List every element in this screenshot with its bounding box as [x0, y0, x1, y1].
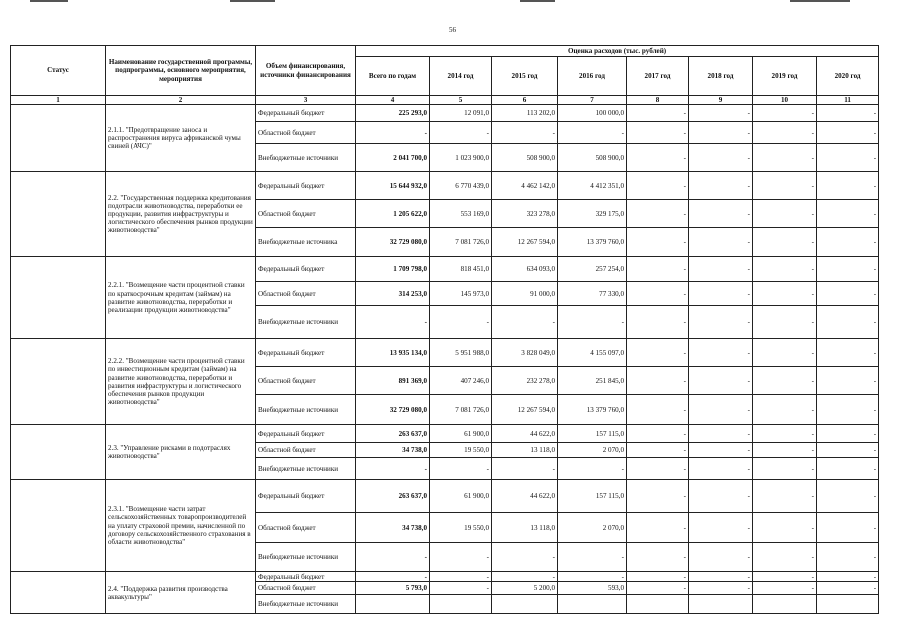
year-value-cell: -	[753, 443, 817, 458]
status-cell	[11, 172, 106, 257]
funding-source-cell: Федеральный бюджет	[256, 105, 356, 122]
year-value-cell: -	[430, 458, 492, 480]
funding-source-cell: Областной бюджет	[256, 443, 356, 458]
page-number: 56	[449, 26, 456, 34]
funding-source-cell: Федеральный бюджет	[256, 480, 356, 513]
total-cell: 15 644 932,0	[356, 172, 430, 200]
program-name-cell: 2.3. "Управление рисками в подотраслях животноводства"	[106, 425, 256, 480]
year-value-cell: 3 828 049,0	[492, 339, 558, 367]
year-value-cell: -	[817, 339, 879, 367]
total-cell: 314 253,0	[356, 282, 430, 306]
funding-source-cell: Федеральный бюджет	[256, 425, 356, 443]
year-value-cell: -	[627, 367, 689, 395]
column-number: 9	[689, 96, 753, 105]
funding-source-cell: Федеральный бюджет	[256, 172, 356, 200]
year-value-cell: -	[817, 105, 879, 122]
year-value-cell: -	[689, 513, 753, 543]
year-value-cell: 2 070,0	[558, 443, 627, 458]
header-year-2019: 2019 год	[753, 57, 817, 96]
program-name-cell: 2.2. "Государственная поддержка кредитования подотрасли животноводства, переработки ее продукции, развития инфраструктуры и логистического обеспечения рынков продукции животноводства"	[106, 172, 256, 257]
status-cell	[11, 105, 106, 172]
total-cell: 5 793,0	[356, 582, 430, 595]
year-value-cell: 7 081 726,0	[430, 395, 492, 425]
funding-source-cell: Федеральный бюджет	[256, 339, 356, 367]
year-value-cell: -	[430, 122, 492, 144]
year-value-cell: -	[753, 367, 817, 395]
total-cell: -	[356, 572, 430, 582]
year-value-cell: -	[627, 306, 689, 339]
funding-source-cell: Внебюджетные источники	[256, 543, 356, 572]
year-value-cell: -	[817, 458, 879, 480]
table-body	[11, 105, 879, 614]
program-name-cell: 2.3.1. "Возмещение части затрат сельскохозяйственных товаропроизводителей на уплату страховой премии, начисленной по договору сельскохозяйственного страхования в области животноводства"	[106, 480, 256, 572]
year-value-cell: -	[753, 513, 817, 543]
header-year-2016: 2016 год	[558, 57, 627, 96]
table-row	[11, 572, 879, 582]
table-row	[11, 425, 879, 443]
status-cell	[11, 480, 106, 572]
year-value-cell: -	[817, 572, 879, 582]
year-value-cell: -	[817, 122, 879, 144]
total-cell: 225 293,0	[356, 105, 430, 122]
year-value-cell: -	[817, 172, 879, 200]
year-value-cell: -	[753, 395, 817, 425]
column-number: 8	[627, 96, 689, 105]
year-value-cell: -	[627, 513, 689, 543]
funding-source-cell: Внебюджетные источники	[256, 306, 356, 339]
year-value-cell: 323 278,0	[492, 200, 558, 228]
year-value-cell: -	[817, 306, 879, 339]
year-value-cell: -	[627, 543, 689, 572]
column-number: 2	[106, 96, 256, 105]
year-value-cell: -	[627, 144, 689, 172]
funding-source-cell: Внебюджетные источники	[256, 458, 356, 480]
program-name-cell: 2.4. "Поддержка развития производства аквакультуры"	[106, 572, 256, 614]
year-value-cell	[817, 595, 879, 614]
column-number: 10	[753, 96, 817, 105]
year-value-cell: -	[492, 458, 558, 480]
year-value-cell: -	[627, 122, 689, 144]
column-number: 3	[256, 96, 356, 105]
year-value-cell: 12 091,0	[430, 105, 492, 122]
year-value-cell: 634 093,0	[492, 257, 558, 282]
year-value-cell: 19 550,0	[430, 443, 492, 458]
year-value-cell: -	[689, 480, 753, 513]
year-value-cell: -	[817, 425, 879, 443]
funding-source-cell: Федеральный бюджет	[256, 257, 356, 282]
total-cell: 1 709 798,0	[356, 257, 430, 282]
year-value-cell: -	[689, 257, 753, 282]
year-value-cell: 77 330,0	[558, 282, 627, 306]
table-row	[11, 339, 879, 367]
year-value-cell: -	[817, 282, 879, 306]
funding-source-cell: Областной бюджет	[256, 367, 356, 395]
year-value-cell: -	[817, 582, 879, 595]
year-value-cell: 100 000,0	[558, 105, 627, 122]
year-value-cell: -	[627, 458, 689, 480]
year-value-cell: 13 118,0	[492, 513, 558, 543]
year-value-cell: -	[689, 367, 753, 395]
column-number: 1	[11, 96, 106, 105]
year-value-cell: -	[753, 228, 817, 257]
year-value-cell: 4 462 142,0	[492, 172, 558, 200]
total-cell: 891 369,0	[356, 367, 430, 395]
header-status: Статус	[11, 46, 106, 96]
year-value-cell: 1 023 900,0	[430, 144, 492, 172]
status-cell	[11, 425, 106, 480]
year-value-cell: -	[558, 543, 627, 572]
total-cell: 2 041 700,0	[356, 144, 430, 172]
funding-source-cell: Внебюджетные источники	[256, 595, 356, 614]
year-value-cell: 508 900,0	[558, 144, 627, 172]
year-value-cell: -	[627, 572, 689, 582]
year-value-cell: -	[817, 228, 879, 257]
year-value-cell: -	[817, 200, 879, 228]
year-value-cell: 2 070,0	[558, 513, 627, 543]
year-value-cell: -	[689, 339, 753, 367]
total-cell: 1 205 622,0	[356, 200, 430, 228]
year-value-cell: -	[627, 443, 689, 458]
year-value-cell: -	[689, 395, 753, 425]
year-value-cell: -	[817, 144, 879, 172]
year-value-cell	[430, 595, 492, 614]
year-value-cell: -	[753, 572, 817, 582]
year-value-cell: 113 202,0	[492, 105, 558, 122]
year-value-cell: 251 845,0	[558, 367, 627, 395]
year-value-cell: 145 973,0	[430, 282, 492, 306]
year-value-cell	[558, 595, 627, 614]
year-value-cell: 593,0	[558, 582, 627, 595]
year-value-cell: -	[689, 425, 753, 443]
year-value-cell: -	[753, 282, 817, 306]
year-value-cell: -	[689, 443, 753, 458]
year-value-cell: -	[689, 144, 753, 172]
funding-source-cell: Областной бюджет	[256, 122, 356, 144]
year-value-cell: 5 951 988,0	[430, 339, 492, 367]
year-value-cell: -	[558, 122, 627, 144]
year-value-cell: -	[430, 572, 492, 582]
year-value-cell: 5 200,0	[492, 582, 558, 595]
year-value-cell: -	[753, 543, 817, 572]
year-value-cell: 4 412 351,0	[558, 172, 627, 200]
year-value-cell: -	[817, 257, 879, 282]
table-row	[11, 105, 879, 122]
year-value-cell: -	[817, 395, 879, 425]
status-cell	[11, 257, 106, 339]
year-value-cell: 508 900,0	[492, 144, 558, 172]
year-value-cell: -	[817, 513, 879, 543]
year-value-cell: -	[689, 282, 753, 306]
year-value-cell: 257 254,0	[558, 257, 627, 282]
year-value-cell: -	[558, 572, 627, 582]
year-value-cell: -	[627, 582, 689, 595]
year-value-cell: -	[492, 122, 558, 144]
year-value-cell: -	[689, 172, 753, 200]
year-value-cell: -	[627, 228, 689, 257]
total-cell: -	[356, 543, 430, 572]
total-cell: 32 729 080,0	[356, 228, 430, 257]
total-cell: 13 935 134,0	[356, 339, 430, 367]
year-value-cell: -	[753, 425, 817, 443]
header-year-2015: 2015 год	[492, 57, 558, 96]
status-cell	[11, 572, 106, 614]
year-value-cell: 13 379 760,0	[558, 228, 627, 257]
year-value-cell: -	[627, 257, 689, 282]
year-value-cell: -	[627, 105, 689, 122]
year-value-cell: -	[430, 306, 492, 339]
header-year-2017: 2017 год	[627, 57, 689, 96]
column-number: 5	[430, 96, 492, 105]
total-cell	[356, 595, 430, 614]
column-numbers-row	[11, 96, 879, 105]
year-value-cell: 44 622,0	[492, 425, 558, 443]
scan-top-edge	[0, 0, 905, 3]
year-value-cell: 232 278,0	[492, 367, 558, 395]
funding-source-cell: Внебюджетные источника	[256, 228, 356, 257]
year-value-cell: -	[753, 144, 817, 172]
column-number: 7	[558, 96, 627, 105]
program-name-cell: 2.2.1. "Возмещение части процентной ставки по краткосрочным кредитам (займам) на развитие животноводства, переработки и реализации продукции животноводства"	[106, 257, 256, 339]
year-value-cell: 157 115,0	[558, 425, 627, 443]
year-value-cell: -	[627, 200, 689, 228]
year-value-cell: 44 622,0	[492, 480, 558, 513]
header-program-name: Наименование государственной программы, подпрограммы, основного мероприятия, мероприятия	[106, 46, 256, 96]
year-value-cell	[689, 595, 753, 614]
year-value-cell: -	[627, 282, 689, 306]
funding-source-cell: Внебюджетные источники	[256, 144, 356, 172]
header-funding-volume: Объем финансирования, источники финансирования	[256, 46, 356, 96]
year-value-cell	[627, 595, 689, 614]
year-value-cell: -	[627, 172, 689, 200]
program-name-cell: 2.1.1. "Предотвращение заноса и распространения вируса африканской чумы свиней (АЧС)"	[106, 105, 256, 172]
year-value-cell: -	[627, 395, 689, 425]
year-value-cell: -	[753, 122, 817, 144]
year-value-cell: 329 175,0	[558, 200, 627, 228]
column-number: 6	[492, 96, 558, 105]
year-value-cell: 19 550,0	[430, 513, 492, 543]
year-value-cell: 12 267 594,0	[492, 228, 558, 257]
year-value-cell: -	[753, 582, 817, 595]
year-value-cell: -	[689, 306, 753, 339]
year-value-cell: -	[558, 306, 627, 339]
year-value-cell: 553 169,0	[430, 200, 492, 228]
year-value-cell: -	[689, 105, 753, 122]
total-cell: -	[356, 306, 430, 339]
year-value-cell: 7 081 726,0	[430, 228, 492, 257]
total-cell: -	[356, 458, 430, 480]
year-value-cell	[492, 595, 558, 614]
year-value-cell: -	[753, 105, 817, 122]
year-value-cell: -	[492, 306, 558, 339]
table-row	[11, 480, 879, 513]
year-value-cell: -	[753, 458, 817, 480]
total-cell: 263 637,0	[356, 425, 430, 443]
status-cell	[11, 339, 106, 425]
program-name-cell: 2.2.2. "Возмещение части процентной ставки по инвестиционным кредитам (займам) на развитие животноводства, переработки и развития инфраструктуры и логистического обеспечения рынков продукции животноводства"	[106, 339, 256, 425]
total-cell: -	[356, 122, 430, 144]
year-value-cell: 157 115,0	[558, 480, 627, 513]
year-value-cell: -	[627, 425, 689, 443]
header-estimate: Оценка расходов (тыс. рублей)	[356, 46, 879, 57]
year-value-cell: -	[558, 458, 627, 480]
header-year-2014: 2014 год	[430, 57, 492, 96]
year-value-cell: -	[753, 339, 817, 367]
year-value-cell: -	[817, 480, 879, 513]
year-value-cell: 12 267 594,0	[492, 395, 558, 425]
year-value-cell: 13 379 760,0	[558, 395, 627, 425]
total-cell: 32 729 080,0	[356, 395, 430, 425]
year-value-cell: 407 246,0	[430, 367, 492, 395]
year-value-cell: -	[492, 543, 558, 572]
budget-table	[10, 45, 879, 614]
year-value-cell: -	[430, 582, 492, 595]
total-cell: 34 738,0	[356, 443, 430, 458]
total-cell: 263 637,0	[356, 480, 430, 513]
year-value-cell: -	[627, 339, 689, 367]
header-year-2018: 2018 год	[689, 57, 753, 96]
column-number: 4	[356, 96, 430, 105]
header-year-2020: 2020 год	[817, 57, 879, 96]
year-value-cell: -	[689, 582, 753, 595]
funding-source-cell: Внебюджетные источники	[256, 395, 356, 425]
year-value-cell: -	[689, 200, 753, 228]
year-value-cell: -	[689, 228, 753, 257]
year-value-cell: 4 155 097,0	[558, 339, 627, 367]
year-value-cell: 61 900,0	[430, 425, 492, 443]
funding-source-cell: Областной бюджет	[256, 582, 356, 595]
year-value-cell: 818 451,0	[430, 257, 492, 282]
year-value-cell	[753, 595, 817, 614]
header-total: Всего по годам	[356, 57, 430, 96]
year-value-cell: -	[689, 458, 753, 480]
year-value-cell: -	[689, 122, 753, 144]
year-value-cell: -	[492, 572, 558, 582]
funding-source-cell: Федеральный бюджет	[256, 572, 356, 582]
year-value-cell: -	[753, 200, 817, 228]
year-value-cell: -	[753, 257, 817, 282]
funding-source-cell: Областной бюджет	[256, 513, 356, 543]
table-row	[11, 257, 879, 282]
year-value-cell: -	[430, 543, 492, 572]
year-value-cell: -	[817, 443, 879, 458]
year-value-cell: -	[753, 172, 817, 200]
year-value-cell: -	[689, 572, 753, 582]
year-value-cell: 91 000,0	[492, 282, 558, 306]
year-value-cell: 13 118,0	[492, 443, 558, 458]
year-value-cell: -	[627, 480, 689, 513]
column-number: 11	[817, 96, 879, 105]
year-value-cell: 6 770 439,0	[430, 172, 492, 200]
year-value-cell: -	[817, 543, 879, 572]
funding-source-cell: Областной бюджет	[256, 200, 356, 228]
funding-source-cell: Областной бюджет	[256, 282, 356, 306]
year-value-cell: -	[753, 306, 817, 339]
year-value-cell: -	[753, 480, 817, 513]
year-value-cell: -	[817, 367, 879, 395]
table-header	[11, 46, 879, 105]
total-cell: 34 738,0	[356, 513, 430, 543]
year-value-cell: 61 900,0	[430, 480, 492, 513]
table-row	[11, 172, 879, 200]
year-value-cell: -	[689, 543, 753, 572]
